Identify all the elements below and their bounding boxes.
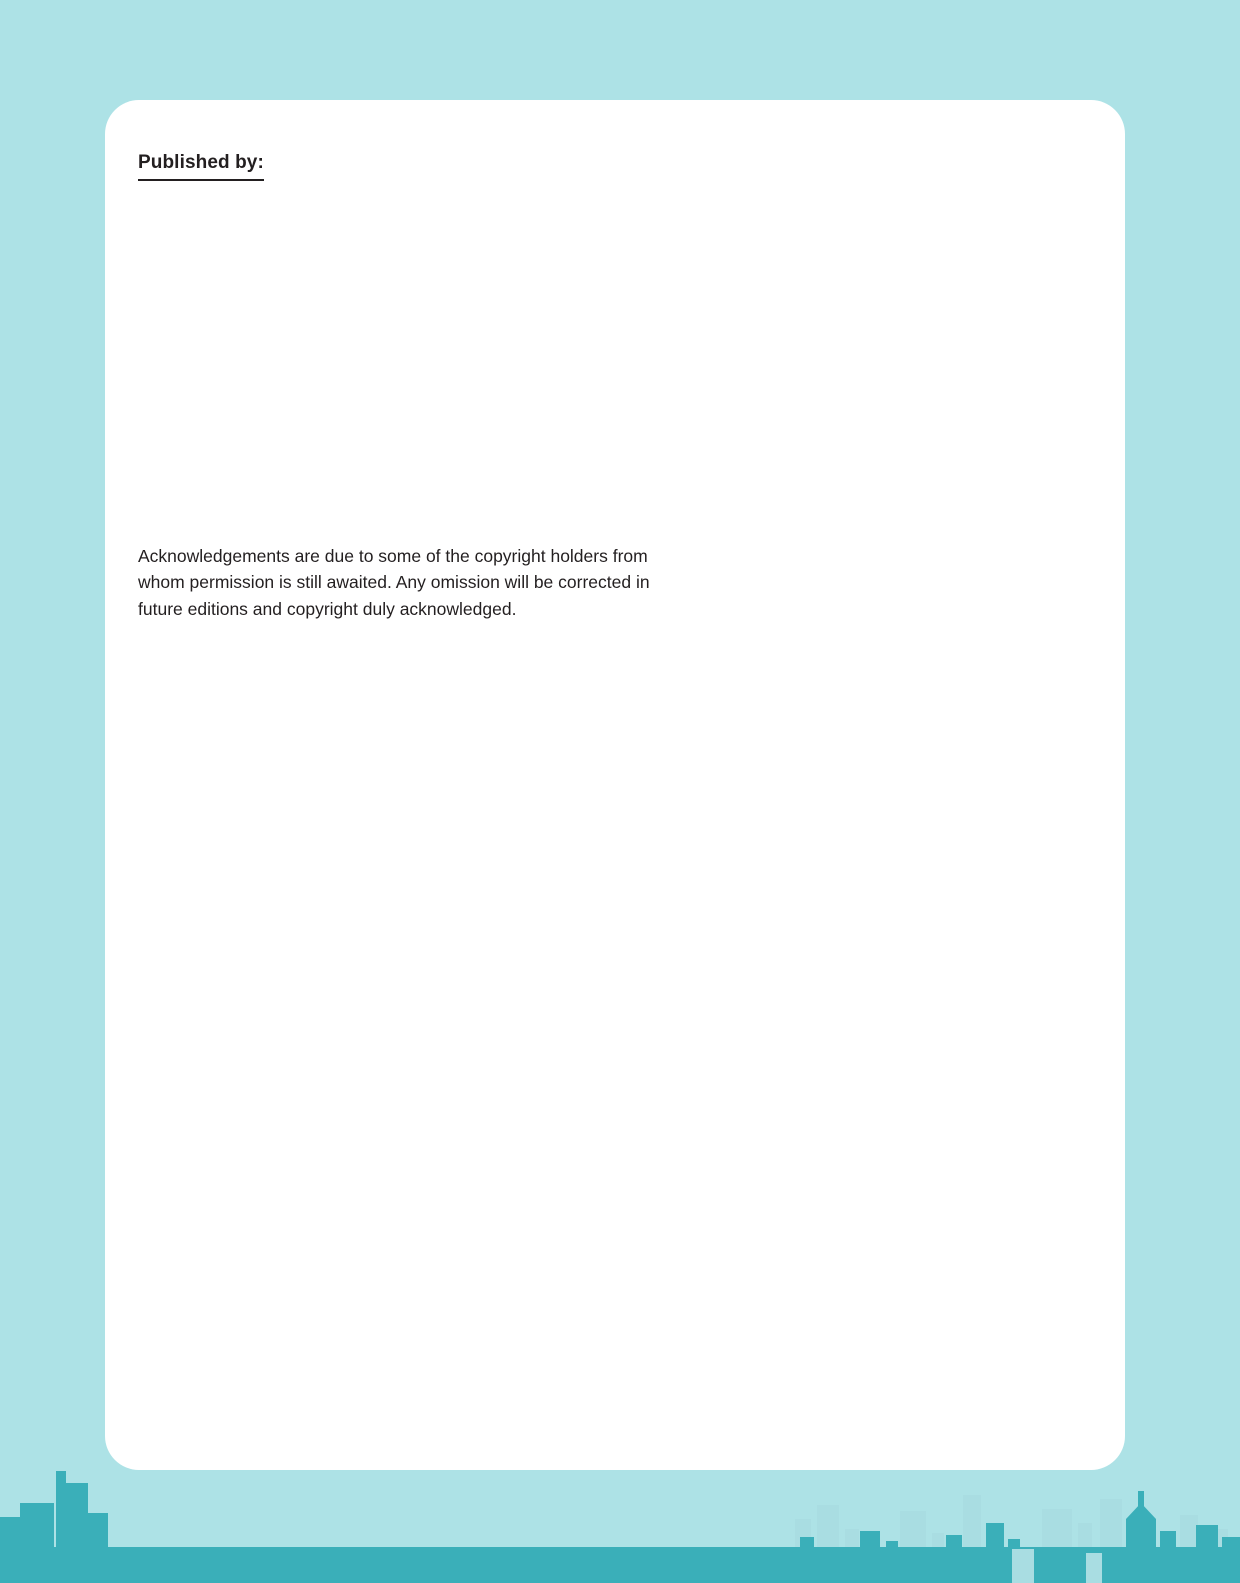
skyline-back-buildings	[795, 1495, 1228, 1583]
skyline-light-towers	[1012, 1549, 1102, 1583]
skyline-front-buildings	[0, 1471, 1240, 1559]
page-card	[105, 100, 1125, 1470]
published-by-label: Published by:	[138, 152, 264, 181]
acknowledgement-note: Acknowledgements are due to some of the copyright holders from whom permission is still awaited. Any omission will be corrected in future editions and copyright duly acknowledged.	[138, 545, 650, 619]
publisher-block	[138, 152, 1085, 452]
skyline-base-band	[0, 1547, 1240, 1583]
page-content	[138, 152, 1085, 452]
